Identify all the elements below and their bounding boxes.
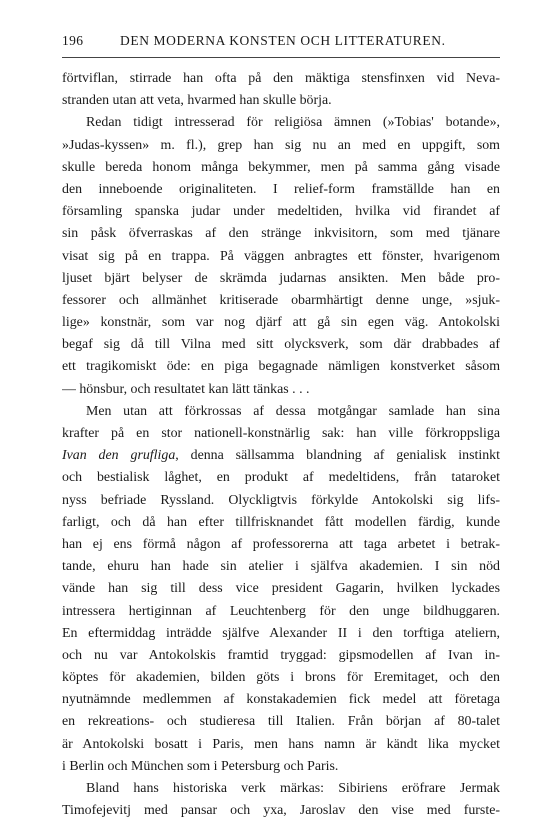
text-line: vände han sig till dess vice president Gagarin, hvilken lyckades — [62, 581, 500, 597]
text-line: »Judas-kyssen» m. fl.), grep han sig nu an med en uppgift, som — [62, 137, 500, 153]
paragraph-start-line: Redan tidigt intresserad för religiösa ämnen (»Tobias' botande», — [86, 115, 500, 131]
text-line: församling spanska judar under medeltiden, hvilka vid firandet af — [62, 204, 500, 220]
text-line: och bestialisk låghet, en produkt af medeltidens, från tataroket — [62, 470, 500, 486]
text-line: tande, ehuru han hade sin atelier i själfva akademien. I sin nöd — [62, 559, 500, 575]
text-line: nyutnämnde medlemmen af konstakademien fick medel att företaga — [62, 692, 500, 708]
text-line: den inneboende originaliteten. I relief-form framställde han en — [62, 181, 500, 197]
text-line: — hönsbur, och resultatet kan lätt tänkas . . . — [62, 381, 310, 397]
text-line: Timofejevitj med pansar och yxa, Jaroslav den vise med furste- — [62, 803, 500, 819]
body-text — [62, 68, 500, 822]
text-line: fessorer och allmänhet kritiserade obarmhärtigt denne unge, »sjuk- — [62, 292, 500, 308]
italic-title-line: Ivan den grufliga, denna sällsamma blandning af genialisk instinkt — [62, 448, 500, 464]
text-line: köptes för akademien, bilden göts i brons för Eremitaget, och den — [62, 670, 500, 686]
text-line: farligt, och då han efter tillfrisknandet fått modellen färdig, kunde — [62, 514, 500, 530]
text-line: nyss befriade Ryssland. Olyckligtvis förkylde Antokolski sig lifs- — [62, 492, 500, 508]
text-line: en rekreations- och studieresa till Italien. Från början af 80-talet — [62, 714, 500, 730]
text-line: visat sig på en trappa. På väggen anbragtes ett fönster, hvarigenom — [62, 248, 500, 264]
paragraph-start-line: Men utan att förkrossas af dessa motgångar samlade han sina — [86, 403, 500, 419]
text-line: stranden utan att veta, hvarmed han skulle börja. — [62, 93, 332, 109]
text-line: han ej ens förmå någon af professorerna att taga arbetet i betrak- — [62, 536, 500, 552]
running-title: DEN MODERNA KONSTEN OCH LITTERATUREN. — [120, 33, 446, 48]
text-line: krafter på en stor nationell-konstnärlig sak: han ville förkroppsliga — [62, 426, 500, 441]
text-line: förtviflan, stirrade han ofta på den mäktiga stensfinxen vid Neva- — [62, 71, 500, 86]
text-line: intressera hertiginnan af Leuchtenberg för den unge bildhuggaren. — [62, 603, 500, 619]
text-line: är Antokolski bosatt i Paris, men hans namn är kändt lika mycket — [62, 736, 500, 752]
text-line: sin påsk öfverraskas af den stränge inkvisitorn, som med tjänare — [62, 226, 500, 242]
text-line: lige» konstnär, som var nog djärf att gå sin egen väg. Antokolski — [62, 315, 500, 331]
page-number: 196 — [62, 33, 84, 48]
text-line: i Berlin och München som i Petersburg och Paris. — [62, 758, 339, 774]
text-line: och nu var Antokolskis framtid tryggad: gipsmodellen af Ivan in- — [62, 647, 500, 663]
italic-title: Ivan den grufliga — [62, 448, 176, 464]
running-head — [62, 33, 500, 53]
paragraph-start-line: Bland hans historiska verk märkas: Sibiriens eröfrare Jermak — [86, 781, 500, 796]
text-line: ljuset bjärt belyser de skrämda judarnas ansikten. Men både pro- — [62, 270, 500, 286]
text-line: begaf sig då till Vilna med sitt olycksverk, som där drabbades af — [62, 337, 500, 353]
text-line: En eftermiddag inträdde själfve Alexander II i den torftiga ateliern, — [62, 625, 500, 641]
text-line: skulle bereda honom många bekymmer, men på samma gång visade — [62, 159, 500, 175]
header-rule — [62, 57, 500, 58]
text-line: ett tragikomiskt öde: en piga begagnade nämligen konstverket såsom — [62, 359, 500, 375]
